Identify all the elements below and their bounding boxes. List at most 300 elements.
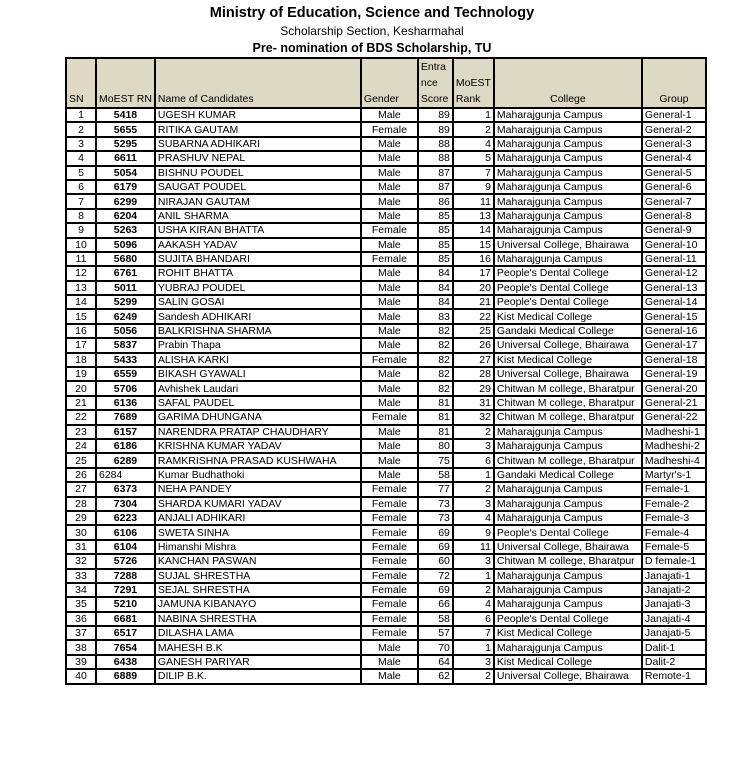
- cell-college: Universal College, Bhairawa: [494, 238, 642, 252]
- cell-name: JAMUNA KIBANAYO: [155, 597, 361, 611]
- cell-gender: Male: [361, 180, 418, 194]
- cell-college: Maharajgunja Campus: [494, 252, 642, 266]
- cell-college: Maharajgunja Campus: [494, 166, 642, 180]
- cell-college: Kist Medical College: [494, 655, 642, 669]
- table-row: [66, 381, 706, 395]
- cell-rn: 5837: [96, 338, 155, 352]
- cell-name: NABINA SHRESTHA: [155, 612, 361, 626]
- table-row: [66, 511, 706, 525]
- cell-name: Sandesh ADHIKARI: [155, 309, 361, 323]
- col-header-college: College: [494, 58, 642, 108]
- cell-gender: Male: [361, 194, 418, 208]
- table-row: [66, 252, 706, 266]
- cell-college: Chitwan M college, Bharatpur: [494, 396, 642, 410]
- table-row: [66, 151, 706, 165]
- cell-college: Kist Medical College: [494, 626, 642, 640]
- cell-rank: 4: [453, 597, 494, 611]
- cell-rn: 6136: [96, 396, 155, 410]
- table-row: [66, 626, 706, 640]
- table-row: [66, 425, 706, 439]
- cell-score: 85: [418, 252, 453, 266]
- cell-rn: 6204: [96, 209, 155, 223]
- cell-sn: 15: [66, 309, 96, 323]
- cell-group: Martyr's-1: [642, 468, 706, 482]
- col-header-name: Name of Candidates: [155, 58, 361, 108]
- cell-group: Dalit-1: [642, 640, 706, 654]
- table-row: [66, 295, 706, 309]
- cell-rank: 32: [453, 410, 494, 424]
- table-row: [66, 324, 706, 338]
- cell-college: Maharajgunja Campus: [494, 597, 642, 611]
- cell-rank: 3: [453, 554, 494, 568]
- cell-sn: 33: [66, 569, 96, 583]
- cell-rank: 2: [453, 669, 494, 683]
- cell-rn: 6438: [96, 655, 155, 669]
- table-row: [66, 266, 706, 280]
- cell-college: Maharajgunja Campus: [494, 511, 642, 525]
- cell-rn: 5011: [96, 281, 155, 295]
- cell-score: 82: [418, 367, 453, 381]
- cell-group: General-21: [642, 396, 706, 410]
- cell-name: KANCHAN PASWAN: [155, 554, 361, 568]
- col-header-rn: MoEST RN: [96, 58, 155, 108]
- cell-sn: 31: [66, 540, 96, 554]
- cell-rank: 14: [453, 223, 494, 237]
- table-row: [66, 554, 706, 568]
- cell-rn: 6249: [96, 309, 155, 323]
- cell-gender: Male: [361, 295, 418, 309]
- table-row: [66, 223, 706, 237]
- cell-name: BISHNU POUDEL: [155, 166, 361, 180]
- cell-score: 87: [418, 166, 453, 180]
- table-row: [66, 583, 706, 597]
- cell-score: 84: [418, 295, 453, 309]
- cell-name: SAFAL PAUDEL: [155, 396, 361, 410]
- cell-rank: 4: [453, 511, 494, 525]
- cell-rank: 2: [453, 122, 494, 136]
- cell-rank: 11: [453, 194, 494, 208]
- cell-rn: 5655: [96, 122, 155, 136]
- cell-rank: 6: [453, 612, 494, 626]
- cell-score: 82: [418, 353, 453, 367]
- col-header-rank: [453, 58, 494, 108]
- cell-gender: Male: [361, 367, 418, 381]
- cell-rank: 31: [453, 396, 494, 410]
- cell-gender: Male: [361, 151, 418, 165]
- cell-gender: Female: [361, 223, 418, 237]
- cell-college: Chitwan M college, Bharatpur: [494, 381, 642, 395]
- score-header-line3: Score: [420, 93, 449, 105]
- table-row: [66, 597, 706, 611]
- cell-gender: Male: [361, 166, 418, 180]
- cell-sn: 40: [66, 669, 96, 683]
- cell-rn: 7654: [96, 640, 155, 654]
- cell-name: Prabin Thapa: [155, 338, 361, 352]
- cell-college: Maharajgunja Campus: [494, 640, 642, 654]
- cell-rank: 28: [453, 367, 494, 381]
- cell-sn: 22: [66, 410, 96, 424]
- cell-group: General-9: [642, 223, 706, 237]
- table-row: [66, 180, 706, 194]
- cell-sn: 16: [66, 324, 96, 338]
- table-row: [66, 396, 706, 410]
- cell-group: Janajati-2: [642, 583, 706, 597]
- cell-gender: Female: [361, 497, 418, 511]
- cell-name: SUJAL SHRESTHA: [155, 569, 361, 583]
- cell-college: People's Dental College: [494, 281, 642, 295]
- cell-group: General-7: [642, 194, 706, 208]
- cell-rank: 29: [453, 381, 494, 395]
- table-row: [66, 137, 706, 151]
- cell-name: SHARDA KUMARI YADAV: [155, 497, 361, 511]
- cell-score: 80: [418, 439, 453, 453]
- cell-sn: 1: [66, 108, 96, 122]
- table-row: [66, 640, 706, 654]
- cell-college: Maharajgunja Campus: [494, 497, 642, 511]
- cell-college: Gandaki Medical College: [494, 468, 642, 482]
- cell-sn: 37: [66, 626, 96, 640]
- cell-gender: Male: [361, 108, 418, 122]
- cell-score: 75: [418, 453, 453, 467]
- cell-score: 85: [418, 209, 453, 223]
- col-header-sn: SN: [66, 58, 96, 108]
- cell-name: BALKRISHNA SHARMA: [155, 324, 361, 338]
- cell-group: General-11: [642, 252, 706, 266]
- cell-gender: Female: [361, 554, 418, 568]
- cell-name: ALISHA KARKI: [155, 353, 361, 367]
- cell-score: 69: [418, 583, 453, 597]
- col-header-score: [418, 58, 453, 108]
- cell-rn: 5056: [96, 324, 155, 338]
- cell-gender: Male: [361, 453, 418, 467]
- col-header-group: Group: [642, 58, 706, 108]
- cell-gender: Male: [361, 266, 418, 280]
- cell-sn: 35: [66, 597, 96, 611]
- cell-name: NIRAJAN GAUTAM: [155, 194, 361, 208]
- cell-name: Himanshi Mishra: [155, 540, 361, 554]
- cell-gender: Male: [361, 439, 418, 453]
- document-subtitle: Scholarship Section, Kesharmahal: [280, 24, 464, 38]
- cell-rank: 9: [453, 180, 494, 194]
- cell-gender: Female: [361, 511, 418, 525]
- cell-rn: 6559: [96, 367, 155, 381]
- cell-rn: 5706: [96, 381, 155, 395]
- cell-college: Maharajgunja Campus: [494, 194, 642, 208]
- cell-college: Maharajgunja Campus: [494, 425, 642, 439]
- cell-group: General-12: [642, 266, 706, 280]
- cell-score: 82: [418, 324, 453, 338]
- cell-sn: 13: [66, 281, 96, 295]
- cell-rn: 5054: [96, 166, 155, 180]
- cell-name: SUBARNA ADHIKARI: [155, 137, 361, 151]
- cell-college: Universal College, Bhairawa: [494, 669, 642, 683]
- cell-score: 82: [418, 338, 453, 352]
- cell-name: GARIMA DHUNGANA: [155, 410, 361, 424]
- cell-sn: 24: [66, 439, 96, 453]
- cell-rn: 5263: [96, 223, 155, 237]
- cell-gender: Male: [361, 309, 418, 323]
- table-row: [66, 367, 706, 381]
- cell-rank: 7: [453, 166, 494, 180]
- cell-group: General-18: [642, 353, 706, 367]
- cell-score: 60: [418, 554, 453, 568]
- cell-gender: Female: [361, 626, 418, 640]
- cell-sn: 34: [66, 583, 96, 597]
- cell-score: 62: [418, 669, 453, 683]
- cell-rank: 20: [453, 281, 494, 295]
- rank-header-line1: MoEST: [455, 77, 491, 89]
- cell-gender: Female: [361, 583, 418, 597]
- cell-rank: 22: [453, 309, 494, 323]
- table-row: [66, 281, 706, 295]
- rank-header-line2: Rank: [455, 93, 481, 105]
- cell-group: General-1: [642, 108, 706, 122]
- cell-group: General-3: [642, 137, 706, 151]
- cell-score: 89: [418, 108, 453, 122]
- cell-name: GANESH PARIYAR: [155, 655, 361, 669]
- cell-gender: Male: [361, 669, 418, 683]
- cell-rn: 7304: [96, 497, 155, 511]
- cell-gender: Male: [361, 281, 418, 295]
- cell-name: RAMKRISHNA PRASAD KUSHWAHA: [155, 453, 361, 467]
- cell-gender: Female: [361, 525, 418, 539]
- cell-rank: 27: [453, 353, 494, 367]
- cell-group: Female-1: [642, 482, 706, 496]
- cell-group: D female-1: [642, 554, 706, 568]
- cell-rank: 1: [453, 108, 494, 122]
- cell-name: USHA KIRAN BHATTA: [155, 223, 361, 237]
- cell-rank: 16: [453, 252, 494, 266]
- cell-rn: 6223: [96, 511, 155, 525]
- cell-rank: 1: [453, 468, 494, 482]
- cell-score: 81: [418, 396, 453, 410]
- cell-sn: 21: [66, 396, 96, 410]
- cell-name: SALIN GOSAI: [155, 295, 361, 309]
- cell-sn: 39: [66, 655, 96, 669]
- table-header-row: [66, 58, 706, 108]
- cell-rn: 6517: [96, 626, 155, 640]
- cell-gender: Male: [361, 238, 418, 252]
- cell-group: General-5: [642, 166, 706, 180]
- cell-rn: 6611: [96, 151, 155, 165]
- table-row: [66, 238, 706, 252]
- cell-score: 64: [418, 655, 453, 669]
- cell-name: MAHESH B.K: [155, 640, 361, 654]
- cell-rank: 1: [453, 569, 494, 583]
- cell-gender: Female: [361, 540, 418, 554]
- cell-college: Maharajgunja Campus: [494, 180, 642, 194]
- cell-college: Maharajgunja Campus: [494, 122, 642, 136]
- cell-college: Universal College, Bhairawa: [494, 367, 642, 381]
- cell-rank: 2: [453, 482, 494, 496]
- cell-group: General-6: [642, 180, 706, 194]
- cell-rn: 6104: [96, 540, 155, 554]
- table-row: [66, 669, 706, 683]
- table-row: [66, 525, 706, 539]
- cell-score: 69: [418, 525, 453, 539]
- cell-name: Kumar Budhathoki: [155, 468, 361, 482]
- cell-college: Kist Medical College: [494, 309, 642, 323]
- cell-group: Dalit-2: [642, 655, 706, 669]
- cell-rn: 7288: [96, 569, 155, 583]
- table-row: [66, 338, 706, 352]
- cell-group: General-19: [642, 367, 706, 381]
- cell-rn: 6889: [96, 669, 155, 683]
- cell-rn: 6761: [96, 266, 155, 280]
- cell-rn: 6299: [96, 194, 155, 208]
- table-row: [66, 540, 706, 554]
- cell-score: 88: [418, 151, 453, 165]
- cell-sn: 17: [66, 338, 96, 352]
- cell-score: 58: [418, 612, 453, 626]
- cell-group: Female-4: [642, 525, 706, 539]
- cell-rn: 5096: [96, 238, 155, 252]
- table-row: [66, 122, 706, 136]
- cell-sn: 5: [66, 166, 96, 180]
- cell-name: NEHA PANDEY: [155, 482, 361, 496]
- cell-college: Maharajgunja Campus: [494, 569, 642, 583]
- cell-gender: Male: [361, 209, 418, 223]
- cell-rank: 15: [453, 238, 494, 252]
- cell-rank: 9: [453, 525, 494, 539]
- cell-score: 81: [418, 410, 453, 424]
- cell-college: People's Dental College: [494, 266, 642, 280]
- cell-rn: 6179: [96, 180, 155, 194]
- cell-gender: Female: [361, 597, 418, 611]
- table-row: [66, 194, 706, 208]
- table-row: [66, 439, 706, 453]
- cell-group: General-4: [642, 151, 706, 165]
- cell-rn: 7689: [96, 410, 155, 424]
- cell-sn: 20: [66, 381, 96, 395]
- cell-sn: 30: [66, 525, 96, 539]
- cell-score: 58: [418, 468, 453, 482]
- cell-name: UGESH KUMAR: [155, 108, 361, 122]
- cell-sn: 28: [66, 497, 96, 511]
- cell-group: Remote-1: [642, 669, 706, 683]
- cell-group: Madheshi-1: [642, 425, 706, 439]
- cell-group: Madheshi-2: [642, 439, 706, 453]
- cell-name: BIKASH GYAWALI: [155, 367, 361, 381]
- cell-rn: 5418: [96, 108, 155, 122]
- cell-score: 89: [418, 122, 453, 136]
- cell-sn: 6: [66, 180, 96, 194]
- col-header-gender: Gender: [361, 58, 418, 108]
- cell-gender: Female: [361, 122, 418, 136]
- cell-group: Female-5: [642, 540, 706, 554]
- score-header-line1: Entra: [420, 61, 447, 73]
- cell-group: Female-3: [642, 511, 706, 525]
- cell-gender: Male: [361, 338, 418, 352]
- cell-college: Maharajgunja Campus: [494, 209, 642, 223]
- table-row: [66, 612, 706, 626]
- cell-score: 82: [418, 381, 453, 395]
- cell-score: 83: [418, 309, 453, 323]
- cell-college: Chitwan M college, Bharatpur: [494, 410, 642, 424]
- cell-gender: Male: [361, 468, 418, 482]
- cell-rn: 5433: [96, 353, 155, 367]
- cell-sn: 38: [66, 640, 96, 654]
- table-row: [66, 453, 706, 467]
- cell-group: Female-2: [642, 497, 706, 511]
- cell-sn: 32: [66, 554, 96, 568]
- cell-sn: 14: [66, 295, 96, 309]
- cell-sn: 27: [66, 482, 96, 496]
- cell-name: PRASHUV NEPAL: [155, 151, 361, 165]
- cell-score: 84: [418, 281, 453, 295]
- cell-college: Kist Medical College: [494, 353, 642, 367]
- cell-group: General-15: [642, 309, 706, 323]
- cell-rank: 13: [453, 209, 494, 223]
- cell-group: Janajati-4: [642, 612, 706, 626]
- cell-sn: 19: [66, 367, 96, 381]
- cell-score: 77: [418, 482, 453, 496]
- cell-sn: 9: [66, 223, 96, 237]
- cell-name: RITIKA GAUTAM: [155, 122, 361, 136]
- cell-college: Maharajgunja Campus: [494, 223, 642, 237]
- cell-rn: 6186: [96, 439, 155, 453]
- cell-college: Universal College, Bhairawa: [494, 540, 642, 554]
- cell-score: 86: [418, 194, 453, 208]
- cell-college: People's Dental College: [494, 295, 642, 309]
- cell-gender: Male: [361, 137, 418, 151]
- cell-rank: 21: [453, 295, 494, 309]
- cell-gender: Male: [361, 381, 418, 395]
- cell-group: General-10: [642, 238, 706, 252]
- cell-rn: 6284: [96, 468, 155, 482]
- cell-rn: 6289: [96, 453, 155, 467]
- cell-score: 87: [418, 180, 453, 194]
- cell-rank: 26: [453, 338, 494, 352]
- cell-college: Maharajgunja Campus: [494, 108, 642, 122]
- cell-college: Chitwan M college, Bharatpur: [494, 453, 642, 467]
- cell-rank: 3: [453, 439, 494, 453]
- cell-rank: 2: [453, 425, 494, 439]
- cell-name: SEJAL SHRESTHA: [155, 583, 361, 597]
- cell-rank: 5: [453, 151, 494, 165]
- cell-group: General-20: [642, 381, 706, 395]
- cell-name: DILASHA LAMA: [155, 626, 361, 640]
- cell-name: YUBRAJ POUDEL: [155, 281, 361, 295]
- cell-group: General-2: [642, 122, 706, 136]
- cell-name: SWETA SINHA: [155, 525, 361, 539]
- cell-rank: 25: [453, 324, 494, 338]
- cell-sn: 7: [66, 194, 96, 208]
- cell-score: 84: [418, 266, 453, 280]
- cell-rank: 7: [453, 626, 494, 640]
- table-row: [66, 309, 706, 323]
- table-body: [66, 108, 706, 684]
- cell-sn: 29: [66, 511, 96, 525]
- cell-rn: 7291: [96, 583, 155, 597]
- cell-gender: Female: [361, 410, 418, 424]
- cell-gender: Female: [361, 353, 418, 367]
- cell-sn: 25: [66, 453, 96, 467]
- scholarship-table: [65, 57, 707, 685]
- cell-group: General-14: [642, 295, 706, 309]
- cell-gender: Male: [361, 324, 418, 338]
- cell-name: Avhishek Laudari: [155, 381, 361, 395]
- table-row: [66, 353, 706, 367]
- cell-rank: 11: [453, 540, 494, 554]
- cell-college: Chitwan M college, Bharatpur: [494, 554, 642, 568]
- cell-rn: 6157: [96, 425, 155, 439]
- cell-sn: 10: [66, 238, 96, 252]
- cell-score: 72: [418, 569, 453, 583]
- cell-sn: 23: [66, 425, 96, 439]
- cell-college: Universal College, Bhairawa: [494, 338, 642, 352]
- cell-rank: 6: [453, 453, 494, 467]
